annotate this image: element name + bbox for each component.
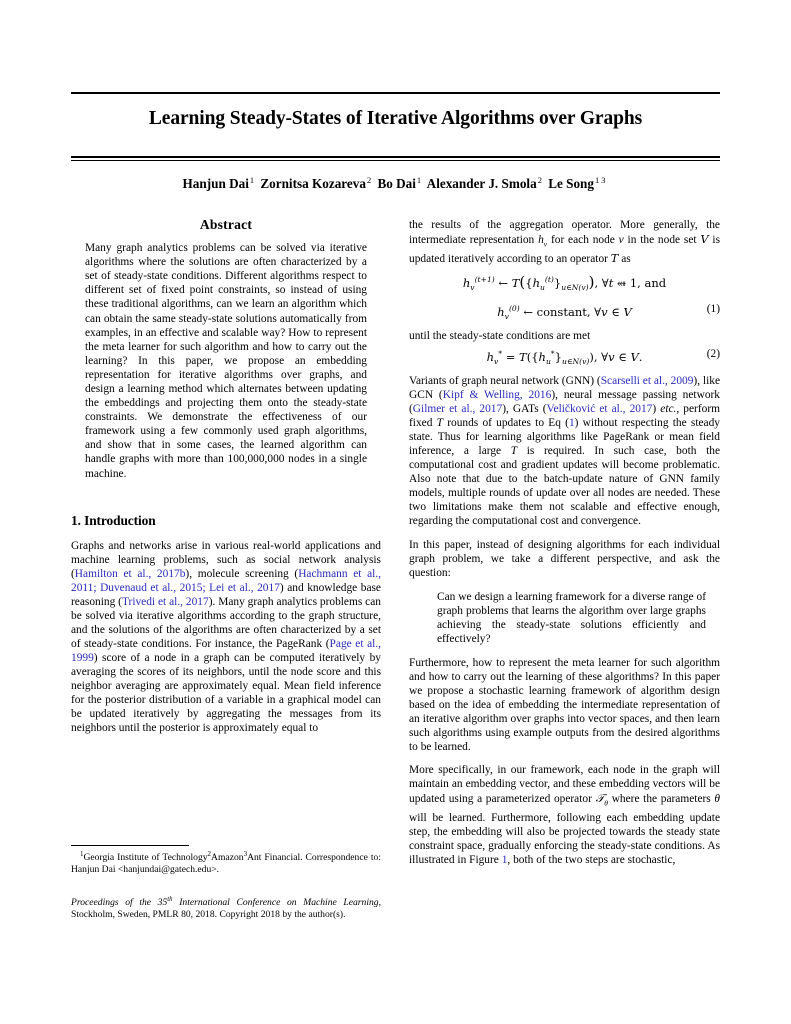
author-entry: [427, 176, 545, 191]
text-run: ), GATs (: [502, 403, 547, 416]
footnote-marker: 3: [243, 850, 248, 858]
more-specifically-paragraph: [409, 763, 720, 867]
furthermore-paragraph: Furthermore, how to represent the meta learner for such algorithm and how to carry out the learning of these algorithms? In this paper we propose a stochastic learning framework of algorithm design based on the idea of embedding the intermediate representation of an iterative algorithm over graphs into vector spaces, and then learn such algorithms using example outputs from the desired algorithms to be learned.: [409, 656, 720, 753]
math-subscript: θ: [604, 798, 609, 808]
citation-link[interactable]: Scarselli et al., 2009: [600, 374, 694, 387]
text-run: where the parameters: [608, 793, 715, 806]
text-run: , both of the two steps are stochastic,: [507, 853, 676, 866]
author-entry: [548, 176, 608, 191]
text-run: ), like GCN (: [409, 374, 720, 402]
equation-2-number: (2): [706, 347, 720, 360]
author-affil-marker: 2: [366, 176, 372, 185]
equation-2-line: $h_v^* = T(\{h_u^*\}_{u\in N(v)})$, ∀v ∈ V. (2): [486, 347, 720, 366]
header-rule-thick: [71, 156, 720, 158]
right-column: [409, 218, 720, 867]
citation-link[interactable]: Trivedi et al., 2017: [121, 595, 209, 608]
citation-link[interactable]: Kipf & Welling, 2016: [442, 389, 552, 402]
right-intro-paragraph: the results of the aggregation operator. More generally, the intermediate representation $h_v$ for each node v in the node set V is updated iteratively according to an operator T as: [409, 219, 720, 266]
gnn-paragraph: [409, 374, 720, 529]
text-run: the results of the aggregation operator. More generally, the intermediate representation: [409, 219, 720, 247]
text-run: More specifically, in our framework, each node in the graph will maintain an embedding vector, and these embedding vectors will be updated using a parameterized operator: [409, 764, 720, 806]
author-affil-marker: 1 3: [595, 176, 606, 185]
citation-link[interactable]: Gilmer et al., 2017: [412, 403, 503, 416]
text-run: International Conference on Machine Learning: [172, 897, 379, 909]
author-name: Le Song: [548, 176, 594, 192]
text-run: th: [167, 896, 173, 903]
text-run: for each node: [547, 234, 619, 247]
text-run: , Stockholm, Sweden, PMLR 80, 2018. Copyright 2018 by the author(s).: [71, 897, 381, 920]
text-run: is updated iteratively according to an operator: [409, 234, 720, 266]
abstract-body: Many graph analytics problems can be solved via iterative algorithms where the solutions are often characterized by a set of steady-state conditions. Different algorithms respect to different set of fixed point constraints, so instead of using these traditional algorithms, can we learn an algorithm which can obtain the same steady-state solutions automatically from examples, in an effective and scalable way? How to represent the meta learner for such algorithm and how to carry out the learning? In this paper, we propose an embedding representation for iterative algorithms over graphs, and design a learning method which alternates between updating the embeddings and projecting them onto the steady-state constraints. We demonstrate the effectiveness of our framework using a few commonly used graph algorithms, and show that in some cases, the learned algorithm can handle graphs with more than 100,000,000 nodes in a single machine.: [85, 242, 367, 480]
section-heading-introduction: 1. Introduction: [71, 512, 156, 528]
math-symbol: T: [510, 445, 518, 458]
abstract-heading: Abstract: [199, 217, 253, 232]
footnote-marker: 2: [207, 850, 212, 858]
equation-ref-link[interactable]: 1: [568, 417, 575, 430]
text-run: Ant Financial.: [247, 852, 303, 864]
text-run: ), neural message passing network (: [409, 389, 721, 416]
author-entry: [377, 176, 424, 191]
footnote-affiliations: [71, 849, 381, 875]
footnote-proceedings: [71, 894, 381, 920]
citation-link[interactable]: Hachmann et al., 2011; Duvenaud et al., 2015; Lei et al., 2017: [71, 567, 381, 594]
author-name: Zornitsa Kozareva: [260, 176, 366, 192]
author-name: Alexander J. Smola: [426, 176, 537, 192]
page-title: Learning Steady-States of Iterative Algorithms over Graphs: [148, 108, 643, 129]
perspective-paragraph: In this paper, instead of designing algorithms for each individual graph problem, we take a different perspective, and ask the question:: [409, 539, 720, 580]
text-run: in the node set: [623, 234, 701, 247]
citation-link[interactable]: Page et al., 1999: [71, 638, 381, 665]
text-run: is required. In such case, both the computational cost and gradient updates will become problematic. Also note that due to the batch-update nature of GNN family models, multiple rounds of update over all nodes are needed. These two limitations make them not scalable and effective enough, regarding the computational cost and convergence.: [409, 445, 720, 528]
header-rule-top: [71, 92, 720, 94]
text-run: Variants of graph neural network (GNN) (: [409, 374, 601, 387]
text-run: ) and knowledge base reasoning (: [71, 581, 381, 608]
author-affil-marker: 1: [249, 176, 255, 185]
text-run: as: [618, 253, 631, 266]
text-run: , perform fixed: [409, 403, 720, 430]
research-question-quote: Can we design a learning framework for a diverse range of graph problems that learns the algorithm over large graphs achieving the steady-state solutions efficiently and effectively?: [437, 590, 706, 645]
equation-1-line-1: $h_v^{(t+1)}$ ← $T(\{h_u^{(t)}\}_{u\in N(v)})$, ∀t ⬵ 1, and: [462, 273, 667, 293]
math-symbol: θ: [714, 793, 720, 806]
citation-link[interactable]: Veličković et al., 2017: [546, 403, 653, 416]
math-symbol: 𝒯: [595, 791, 605, 806]
math-symbol: T: [436, 417, 443, 430]
author-name: Hanjun Dai: [182, 176, 249, 192]
footnote-marker: 1: [79, 850, 84, 858]
author-name: Bo Dai: [377, 176, 416, 192]
text-run: ) score of a node in a graph can be computed iteratively by averaging the scores of its neighbors, until the node score and this neighbor averaging are approximately equal. Mean field inference for the posterior distribution of a variable in a graphical model can be updated iteratively by aggregating the messages from its neighbors until the posterior is approximately equal to: [71, 652, 381, 735]
text-run: Georgia Institute of Technology: [83, 852, 208, 864]
text-run: ). Many graph analytics problems can be solved via iterative algorithms according to the graph structure, and the solutions of the algorithms are often characterized by a set of steady-state conditions. For instance, the PageRank (: [71, 595, 381, 651]
between-equations-text: until the steady-state conditions are met: [409, 329, 591, 342]
text-run: ): [652, 403, 661, 416]
correspondence-text: Correspondence to: Hanjun Dai <hanjundai@gatech.edu>.: [71, 852, 381, 875]
text-run: ) without respecting the steady state. Thus for learning algorithms like PageRank or mean field inference, a large: [409, 417, 720, 458]
text-run: ), molecule screening (: [185, 567, 299, 580]
author-entry: [260, 176, 374, 191]
text-run: Proceedings of the 35: [71, 897, 168, 909]
header-rule-thin: [71, 160, 720, 161]
text-run: rounds of updates to Eq (: [442, 417, 569, 430]
citation-link[interactable]: Hamilton et al., 2017b: [74, 567, 186, 580]
text-run: will be learned. Furthermore, following each embedding update step, the embedding will also be projected towards the steady state constraint space, gradually enforcing the steady-state conditions. As illustrated in Figure: [409, 811, 720, 866]
author-entry: [183, 176, 258, 191]
equation-1-line-2: $h_v^{(0)}$ ← constant, ∀v ∈ V (1): [497, 302, 720, 321]
equation-1-number: (1): [706, 302, 720, 315]
author-affil-marker: 2: [537, 176, 542, 185]
footnote-separator-rule: [71, 845, 189, 846]
text-run: Amazon: [211, 852, 244, 864]
intro-paragraph-1: [71, 539, 381, 736]
text-run: Graphs and networks arise in various real-world applications and machine learning problems, such as social network analysis (: [71, 539, 381, 580]
text-run-italic: etc.: [660, 403, 677, 416]
author-list: [71, 176, 720, 192]
author-affil-marker: 1: [416, 176, 422, 185]
figure-ref-link[interactable]: 1: [501, 853, 508, 866]
left-column: [71, 218, 381, 735]
